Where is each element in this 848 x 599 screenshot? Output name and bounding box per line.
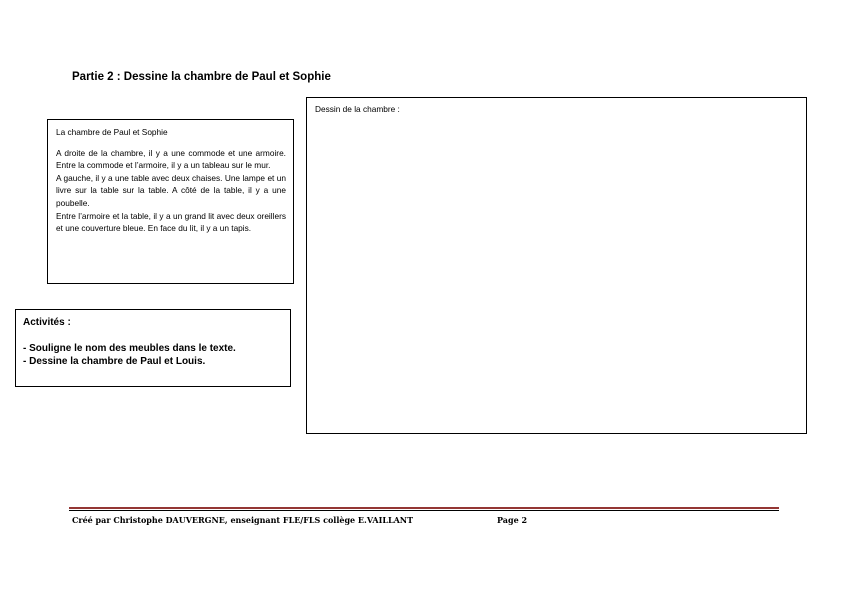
footer-rule <box>69 507 779 509</box>
footer-rule-thin <box>69 510 779 511</box>
drawing-area[interactable] <box>306 97 807 434</box>
footer-credit: Créé par Christophe DAUVERGNE, enseignant FLE/FLS collège E.VAILLANT <box>72 515 414 525</box>
activities-title: Activités : <box>23 317 71 328</box>
page-number: Page 2 <box>497 515 528 525</box>
activities-box <box>15 309 291 387</box>
drawing-label: Dessin de la chambre : <box>315 104 400 114</box>
story-paragraph: A droite de la chambre, il y a une commode et une armoire. Entre la commode et l’armoire, il y a un tableau sur le mur. <box>56 147 286 171</box>
activity-item: - Dessine la chambre de Paul et Louis. <box>23 356 206 367</box>
story-title: La chambre de Paul et Sophie <box>56 127 168 137</box>
story-text-box <box>47 119 294 284</box>
section-title: Partie 2 : Dessine la chambre de Paul et Sophie <box>72 71 331 83</box>
activity-item: - Souligne le nom des meubles dans le texte. <box>23 343 236 354</box>
story-paragraph: A gauche, il y a une table avec deux chaises. Une lampe et un livre sur la table sur la table. A côté de la table, il y a une poubelle. <box>56 172 286 208</box>
story-paragraph: Entre l’armoire et la table, il y a un grand lit avec deux oreillers et une couverture bleue. En face du lit, il y a un tapis. <box>56 210 286 234</box>
